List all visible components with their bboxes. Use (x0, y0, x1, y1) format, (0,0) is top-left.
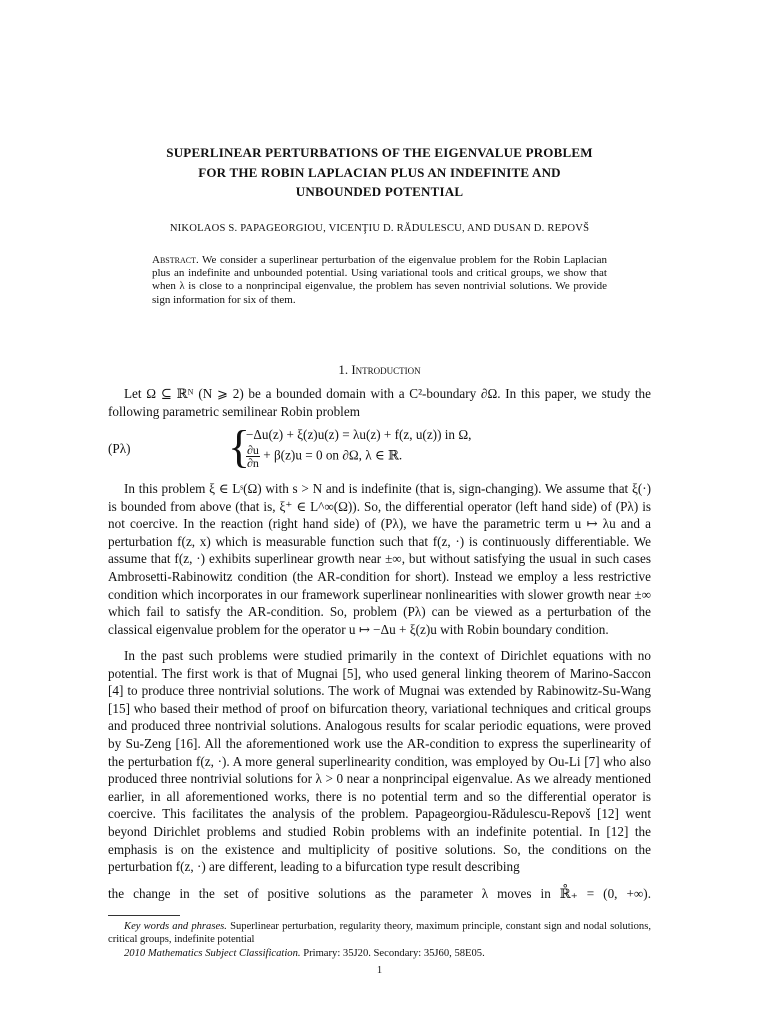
keywords-label: Key words and phrases. (124, 921, 227, 932)
normal-derivative-fraction (246, 444, 260, 469)
intro-paragraph-3-last-line: the change in the set of positive solutions as the parameter λ moves in ℝ̊₊ = (0, +∞). (108, 886, 651, 901)
equation-1: −Δu(z) + ξ(z)u(z) = λu(z) + f(z, u(z)) in Ω, (246, 427, 472, 442)
fraction-denominator: ∂n (247, 456, 259, 470)
abstract (152, 254, 607, 307)
abstract-text: We consider a superlinear perturbation of the eigenvalue problem for the Robin Laplacian plus an indefinite and unbounded potential. Using variational tools and critical groups, we show that when λ is close to a nonprincipal eigenvalue, the problem has seven nontrivial solutions. We provide sign information for six of them. (152, 254, 607, 306)
msc-label: 2010 Mathematics Subject Classification. (124, 947, 301, 959)
footnotes (108, 920, 651, 960)
intro-paragraph-3: In the past such problems were studied primarily in the context of Dirichlet equations with no potential. The first work is that of Mugnai [5], who used general linking theorem of Marino-Saccon [4] to produce three nontrivial solutions. The work of Mugnai was extended by Rabinowitz-Su-Wang [15] who based their method of proof on bifurcation theory, variational techniques and critical groups and produced three nontrivial solutions. Analogous results for scalar periodic equations, were proved by Su-Zeng [16]. All the aforementioned work use the AR-condition to express the superlinearity of the perturbation f(z, ·). A more general superlinearity condition, was employed by Ou-Li [7] who also produced three nontrivial solutions for λ > 0 near a nonprincipal eigenvalue. As we already mentioned earlier, in all aforementioned works, there is no potential term and so the differential operator is coercive. This facilitates the analysis of the problem. Papageorgiou-Rădulescu-Repovš [12] went beyond Dirichlet problems and studied Robin problems with an indefinite potential. In [12] the emphasis is on the existence and multiplicity of positive solutions. So, the conditions on the perturbation f(z, ·) are different, leading to a bifurcation type result describing (108, 648, 651, 875)
keywords-footnote (108, 920, 651, 947)
left-brace: { (228, 421, 251, 472)
title-line-3: UNBOUNDED POTENTIAL (295, 184, 464, 199)
title-line-2: FOR THE ROBIN LAPLACIAN PLUS AN INDEFINITE AND (198, 164, 561, 180)
fraction-numerator: ∂u (247, 443, 259, 457)
paper-title (108, 143, 651, 202)
equation-2 (246, 444, 402, 469)
title-line-1: SUPERLINEAR PERTURBATIONS OF THE EIGENVALUE PROBLEM (166, 145, 593, 160)
intro-paragraph-2: In this problem ξ ∈ Lˢ(Ω) with s > N and is indefinite (that is, sign-changing). We assume that ξ(·) is bounded from above (that is, ξ⁺ ∈ L^∞(Ω)). So, the differential operator (left hand side) of (Pλ) is not coercive. In the reaction (right hand side) of (Pλ), we have the parametric term u ↦ λu and a perturbation f(z, x) which is measurable function such that f(z, ·) is continuously differentiable. We assume that f(z, ·) exhibits superlinear growth near ±∞, but without satisfying the usual in such cases Ambrosetti-Rabinowitz condition (the AR-condition for short). Instead we employ a less restrictive condition which incorporates in our framework superlinear nonlinearities with slower growth near ±∞ which fail to satisfy the AR-condition. So, problem (Pλ) can be viewed as a perturbation of the classical eigenvalue problem for the operator u ↦ −Δu + ξ(z)u with Robin boundary condition. (108, 481, 651, 637)
page-number: 1 (376, 965, 383, 976)
msc-footnote (108, 947, 651, 960)
abstract-label: Abstract. (152, 254, 199, 266)
section-heading (108, 361, 651, 379)
equation-2-rest: + β(z)u = 0 on ∂Ω, λ ∈ ℝ. (263, 447, 403, 463)
keywords-text: Superlinear perturbation, regularity theory, maximum principle, constant sign and nodal solutions, critical groups, indefinite potential (108, 921, 651, 946)
author-list: NIKOLAOS S. PAPAGEORGIOU, VICENŢIU D. RĂDULESCU, AND DUSAN D. REPOVŠ (169, 223, 590, 234)
section-number: 1. (338, 362, 349, 377)
intro-paragraph-1: Let Ω ⊆ ℝᴺ (N ⩾ 2) be a bounded domain with a C²-boundary ∂Ω. In this paper, we study the following parametric semilinear Robin problem (108, 386, 651, 419)
problem-system (108, 421, 651, 474)
footnote-rule (108, 915, 180, 916)
section-title: Introduction (351, 362, 421, 377)
system-label: (Pλ) (108, 441, 131, 456)
msc-text: Primary: 35J20. Secondary: 35J60, 58E05. (303, 947, 485, 959)
